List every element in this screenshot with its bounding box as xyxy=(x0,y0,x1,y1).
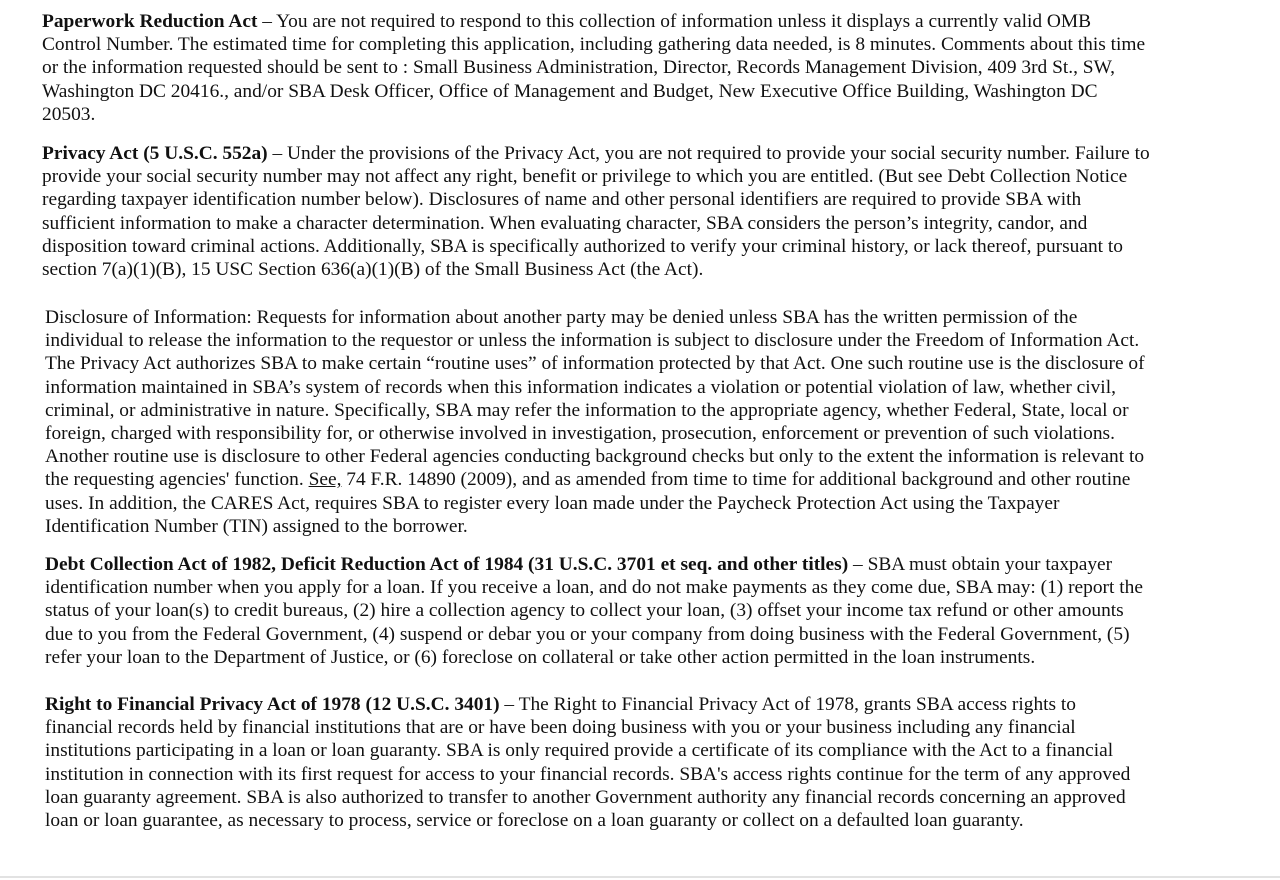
disclosure-paragraph xyxy=(45,306,1145,538)
paperwork-line: – You are not required to respond to this collection of information unless it displays a currently valid OMB xyxy=(257,11,1092,32)
rfpa-line: financial records held by financial institutions that are or have been doing business with you or your business including any financial xyxy=(45,717,1076,739)
financial-privacy-paragraph xyxy=(45,693,1130,832)
rfpa-line: – The Right to Financial Privacy Act of 1978, grants SBA access rights to xyxy=(499,694,1077,715)
privacy-line: disposition toward criminal actions. Additionally, SBA is specifically authorized to verify your criminal history, or lack thereof, pursuant to xyxy=(42,235,1123,257)
debt-line: status of your loan(s) to credit bureaus, (2) hire a collection agency to collect your loan, (3) offset your income tax refund or other amounts xyxy=(45,600,1124,622)
debt-line: identification number when you apply for a loan. If you receive a loan, and do not make payments as they come due, SBA may: (1) report the xyxy=(45,577,1143,599)
disclosure-line: Another routine use is disclosure to other Federal agencies conducting background checks but only to the extent the information is relevant to xyxy=(45,446,1145,468)
paperwork-line: or the information requested should be sent to : Small Business Administration, Director, Records Management Division, 409 3rd St., SW, xyxy=(42,57,1115,79)
disclosure-line: information maintained in SBA’s system of records when this information indicates a violation or potential violation of law, whether civil, xyxy=(45,376,1116,398)
privacy-line: provide your social security number may not affect any right, benefit or privilege to which you are entitled. (But see Debt Collection Notice xyxy=(42,166,1128,188)
disclosure-line-segment: 74 F.R. 14890 (2009), and as amended from time to time for additional background and other routine xyxy=(341,469,1131,491)
rfpa-line: loan or loan guarantee, as necessary to process, service or foreclose on a loan guaranty or collect on a defaulted loan guaranty. xyxy=(45,810,1024,832)
debt-line: due to you from the Federal Government, (4) suspend or debar you or your company from doing business with the Federal Government, (5) xyxy=(45,623,1130,645)
debt-collection-heading: Debt Collection Act of 1982, Deficit Reduction Act of 1984 (31 U.S.C. 3701 et seq. and other titles) xyxy=(45,554,849,575)
privacy-act-heading: Privacy Act (5 U.S.C. 552a) xyxy=(42,143,268,164)
disclosure-line: uses. In addition, the CARES Act, requires SBA to register every loan made under the Paycheck Protection Act using the Taxpayer xyxy=(45,492,1060,514)
disclosure-line: Identification Number (TIN) assigned to the borrower. xyxy=(45,515,468,537)
paperwork-line: Washington DC 20416., and/or SBA Desk Officer, Office of Management and Budget, New Executive Office Building, Washington DC xyxy=(42,80,1098,102)
paperwork-reduction-heading: Paperwork Reduction Act xyxy=(42,11,258,32)
paperwork-reduction-paragraph xyxy=(42,10,1145,126)
privacy-line: section 7(a)(1)(B), 15 USC Section 636(a)(1)(B) of the Small Business Act (the Act). xyxy=(42,259,704,281)
disclosure-line-segment: the requesting agencies' function. xyxy=(45,469,309,491)
disclosure-line: The Privacy Act authorizes SBA to make certain “routine uses” of information protected by that Act. One such routine use is the disclosure of xyxy=(45,353,1145,375)
rfpa-line: institution in connection with its first request for access to your financial records. SBA's access rights continue for the term of any approved xyxy=(45,763,1131,785)
paperwork-line: 20503. xyxy=(42,103,96,125)
debt-line: – SBA must obtain your taxpayer xyxy=(848,554,1113,575)
disclosure-line: criminal, or administrative in nature. Specifically, SBA may refer the information to the appropriate agency, whether Federal, State, local or xyxy=(45,399,1129,421)
privacy-line: sufficient information to make a character determination. When evaluating character, SBA considers the person’s integrity, candor, and xyxy=(42,212,1088,234)
rfpa-line: institutions participating in a loan or loan guaranty. SBA is only required provide a certificate of its compliance with the Act to a financial xyxy=(45,740,1114,762)
disclosure-line: individual to release the information to the requestor or unless the information is subject to disclosure under the Freedom of Information Act. xyxy=(45,330,1140,352)
debt-line: refer your loan to the Department of Justice, or (6) foreclose on collateral or take other action permitted in the loan instruments. xyxy=(45,646,1036,668)
see-citation: See, xyxy=(308,469,342,491)
debt-collection-paragraph xyxy=(45,553,1143,669)
disclosure-line: foreign, charged with responsibility for, or otherwise involved in investigation, prosecution, enforcement or prevention of such violations. xyxy=(45,423,1115,445)
financial-privacy-heading: Right to Financial Privacy Act of 1978 (12 U.S.C. 3401) xyxy=(45,694,500,715)
disclosure-line: Disclosure of Information: Requests for information about another party may be denied unless SBA has the written permission of the xyxy=(45,307,1078,328)
privacy-line: – Under the provisions of the Privacy Act, you are not required to provide your social security number. Failure to xyxy=(267,143,1150,164)
rfpa-line: loan guaranty agreement. SBA is also authorized to transfer to another Government authority any financial records concerning an approved xyxy=(45,786,1126,808)
page-bottom-divider xyxy=(0,876,1280,878)
paperwork-line: Control Number. The estimated time for completing this application, including gathering data needed, is 8 minutes. Comments about this time xyxy=(42,34,1146,56)
privacy-line: regarding taxpayer identification number below). Disclosures of name and other personal identifiers are required to provide SBA with xyxy=(42,189,1082,211)
privacy-act-paragraph xyxy=(42,142,1150,281)
